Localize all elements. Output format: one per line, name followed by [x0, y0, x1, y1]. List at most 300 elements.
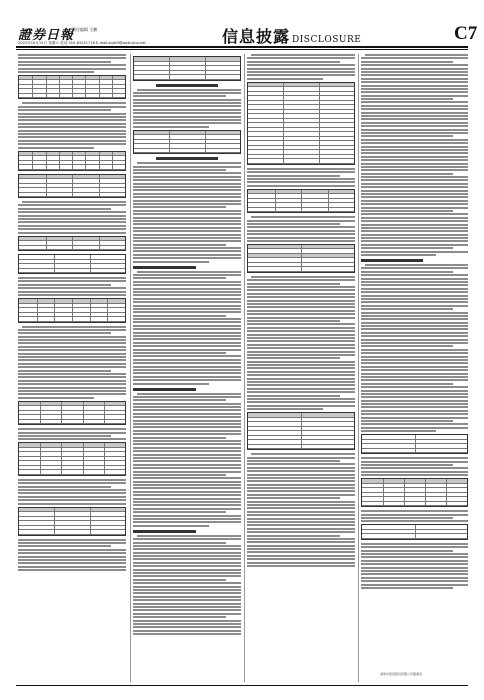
section-title-cn: 信息披露 [222, 27, 291, 46]
text-line [18, 54, 126, 56]
data-table [18, 442, 126, 476]
column-divider [358, 54, 359, 682]
table-column-rule [90, 299, 91, 322]
section-heading-bar [156, 84, 219, 87]
text-line [133, 342, 241, 344]
text-line [361, 315, 468, 317]
text-line [247, 374, 355, 376]
text-line [247, 289, 355, 291]
text-line [133, 562, 241, 564]
data-table [18, 75, 126, 100]
text-line [247, 168, 355, 170]
text-line [361, 288, 468, 290]
text-line [133, 92, 241, 94]
text-line [18, 133, 126, 135]
text-line [247, 463, 355, 465]
text-line [361, 410, 468, 412]
text-line [18, 106, 126, 108]
text-line [133, 383, 209, 385]
text-line [18, 68, 126, 70]
data-table [18, 236, 126, 252]
text-line [133, 311, 241, 313]
table-column-rule [112, 76, 113, 99]
text-line [133, 213, 241, 215]
text-line [18, 376, 126, 378]
text-line [133, 592, 241, 594]
data-table [18, 401, 126, 426]
text-line [133, 193, 241, 195]
text-line [133, 620, 241, 622]
text-line [133, 308, 241, 310]
text-line [133, 328, 241, 330]
masthead [16, 24, 476, 48]
text-line [361, 400, 468, 402]
text-line [247, 283, 340, 285]
text-line [361, 207, 468, 209]
text-line [361, 267, 468, 269]
text-line [361, 135, 453, 137]
text-line [137, 393, 241, 395]
text-line [361, 271, 453, 273]
text-line [18, 287, 126, 289]
text-line [361, 356, 468, 358]
text-line [18, 71, 94, 73]
column-3 [247, 54, 355, 682]
text-line [247, 494, 355, 496]
text-line [361, 74, 468, 76]
table-row [362, 502, 467, 507]
text-line [133, 200, 241, 202]
text-line [361, 335, 468, 337]
text-line [133, 515, 241, 517]
table-row [19, 470, 125, 475]
text-line [137, 89, 241, 91]
text-line [247, 340, 355, 342]
text-line [133, 396, 241, 398]
table-column-rule [72, 152, 73, 170]
text-line [361, 291, 468, 293]
text-line [133, 508, 241, 510]
table-column-rule [32, 152, 33, 170]
text-line [133, 250, 241, 252]
text-line [361, 156, 468, 158]
text-line [18, 370, 111, 372]
text-line [133, 318, 241, 320]
table-column-rule [85, 76, 86, 99]
text-line [361, 210, 453, 212]
table-column-rule [415, 525, 416, 539]
text-line [18, 109, 111, 111]
text-line [18, 211, 126, 213]
text-line [247, 300, 355, 302]
text-line [247, 541, 355, 543]
text-line [133, 274, 241, 276]
text-line [133, 359, 241, 361]
text-line [133, 521, 241, 523]
text-line [247, 320, 340, 322]
text-line [133, 474, 226, 476]
text-line [133, 355, 241, 357]
table-column-rule [205, 131, 206, 154]
text-line [137, 162, 241, 164]
table-column-rule [85, 152, 86, 170]
text-line [133, 166, 241, 168]
text-line [361, 200, 468, 202]
text-line [361, 325, 468, 327]
text-line [247, 279, 355, 281]
table-row [134, 75, 240, 80]
text-line [133, 501, 241, 503]
text-line [22, 326, 126, 328]
text-line [18, 336, 126, 338]
data-table [247, 189, 355, 214]
table-column-rule [59, 76, 60, 99]
text-line [133, 325, 241, 327]
text-line [18, 116, 126, 118]
text-line [361, 118, 468, 120]
text-line [361, 386, 468, 388]
text-line [133, 335, 241, 337]
text-line [247, 181, 355, 183]
text-line [361, 251, 468, 253]
text-line [247, 371, 355, 373]
text-line [18, 346, 126, 348]
text-line [247, 364, 355, 366]
text-line [365, 264, 468, 266]
text-line [365, 54, 468, 56]
text-line [247, 337, 355, 339]
text-line [361, 362, 468, 364]
section-heading-bar [133, 388, 196, 391]
text-line [361, 298, 468, 300]
text-line [133, 616, 226, 618]
text-line [247, 303, 355, 305]
text-line [18, 140, 126, 142]
text-line [361, 85, 468, 87]
text-line [18, 147, 94, 149]
table-column-rule [301, 190, 302, 213]
table-column-rule [104, 443, 105, 475]
text-line [361, 217, 468, 219]
text-line [361, 295, 468, 297]
text-line [361, 573, 468, 575]
text-line [361, 166, 468, 168]
text-line [133, 586, 241, 588]
text-line [361, 342, 468, 344]
text-line [361, 318, 468, 320]
text-line [133, 102, 241, 104]
text-line [361, 88, 468, 90]
text-line [18, 438, 126, 440]
table-column-rule [61, 443, 62, 475]
text-line [247, 306, 355, 308]
text-line [361, 125, 468, 127]
text-line [247, 490, 355, 492]
text-line [361, 379, 468, 381]
table-column-rule [54, 299, 55, 322]
text-line [247, 480, 355, 482]
text-line [247, 317, 355, 319]
text-line [361, 301, 468, 303]
text-line [247, 226, 355, 228]
text-line [247, 61, 340, 63]
text-line [133, 538, 241, 540]
text-line [133, 169, 226, 171]
column-divider [130, 54, 131, 682]
data-table [18, 174, 126, 199]
text-line [133, 196, 241, 198]
text-line [247, 313, 355, 315]
text-line [133, 491, 241, 493]
text-line [247, 398, 355, 400]
text-line [361, 142, 468, 144]
text-line [247, 562, 355, 564]
text-line [361, 553, 468, 555]
text-line [251, 54, 355, 56]
text-line [247, 470, 355, 472]
text-line [247, 237, 355, 239]
text-line [133, 369, 241, 371]
text-line [133, 126, 209, 128]
text-line [18, 390, 126, 392]
text-line [18, 428, 126, 430]
text-line [133, 555, 241, 557]
table-column-rule [72, 299, 73, 322]
text-line [247, 347, 355, 349]
text-line [133, 558, 241, 560]
text-line [18, 556, 126, 558]
text-line [247, 357, 340, 359]
text-line [361, 430, 436, 432]
text-line [18, 57, 126, 59]
text-line [361, 587, 453, 589]
column-divider [244, 54, 245, 682]
text-line [361, 112, 468, 114]
text-line [18, 280, 126, 282]
text-line [18, 393, 126, 395]
text-line [361, 234, 468, 236]
text-line [133, 565, 241, 567]
text-line [18, 366, 126, 368]
table-column-rule [301, 245, 302, 272]
text-line [133, 362, 241, 364]
text-line [361, 179, 468, 181]
data-table [361, 434, 468, 454]
text-line [18, 542, 126, 544]
text-line [247, 361, 355, 363]
text-line [361, 159, 468, 161]
column-2 [133, 54, 241, 682]
text-line [361, 230, 468, 232]
text-line [361, 359, 468, 361]
text-line [18, 373, 126, 375]
text-line [361, 81, 468, 83]
text-line [361, 129, 468, 131]
text-line [133, 579, 226, 581]
text-line [133, 450, 241, 452]
table-column-rule [446, 479, 447, 506]
table-column-rule [99, 76, 100, 99]
text-line [361, 61, 453, 63]
text-line [18, 204, 126, 206]
text-line [361, 57, 468, 59]
text-line [133, 423, 241, 425]
text-line [247, 477, 355, 479]
text-line [18, 123, 126, 125]
text-line [133, 477, 241, 479]
text-line [133, 244, 226, 246]
table-column-rule [319, 83, 320, 164]
text-line [251, 453, 355, 455]
text-line [247, 233, 355, 235]
text-line [18, 277, 126, 279]
page-number: C7 [454, 23, 478, 44]
text-line [361, 517, 453, 519]
text-line [361, 417, 468, 419]
text-line [133, 237, 241, 239]
text-line [247, 323, 355, 325]
text-line [133, 105, 241, 107]
text-line [361, 543, 468, 545]
text-line [18, 228, 126, 230]
text-line [361, 556, 468, 558]
text-line [247, 327, 355, 329]
text-line [361, 457, 468, 459]
text-line [18, 503, 126, 505]
text-line [361, 274, 468, 276]
text-line [247, 310, 355, 312]
text-line [247, 286, 355, 288]
text-line [133, 467, 241, 469]
text-line [361, 467, 468, 469]
text-line [247, 381, 355, 383]
text-line [247, 78, 323, 80]
text-line [247, 528, 355, 530]
table-row [19, 420, 125, 425]
text-line [133, 569, 241, 571]
text-line [247, 344, 355, 346]
text-line [361, 366, 468, 368]
text-line [133, 230, 241, 232]
text-line [133, 288, 241, 290]
text-line [133, 406, 241, 408]
section-heading-bar [133, 530, 196, 533]
text-line [133, 206, 226, 208]
text-line [18, 486, 111, 488]
text-line [247, 293, 355, 295]
text-line [133, 548, 241, 550]
text-line [133, 352, 226, 354]
text-line [133, 257, 241, 259]
text-line [133, 112, 241, 114]
text-line [247, 178, 355, 180]
text-line [361, 196, 468, 198]
text-line [18, 499, 126, 501]
table-column-rule [83, 402, 84, 425]
text-line [133, 321, 241, 323]
editor-label: 责任编辑 [72, 27, 88, 32]
text-line [361, 115, 468, 117]
text-line [133, 254, 241, 256]
text-line [133, 511, 226, 513]
text-line [18, 353, 126, 355]
date-line: 2022年10月15日 星期六 电话 010-83251716 E-mail:zqrb9@zqrb.sina.net [18, 41, 146, 45]
text-line [18, 61, 111, 63]
header-rule-thick [16, 46, 468, 48]
text-line [247, 71, 355, 73]
text-line [133, 609, 241, 611]
text-line [247, 57, 355, 59]
table-column-rule [104, 402, 105, 425]
data-table [18, 298, 126, 323]
text-line [361, 373, 468, 375]
text-line [247, 230, 355, 232]
text-line [247, 538, 355, 540]
data-table [133, 56, 241, 81]
text-line [18, 291, 126, 293]
text-line [361, 328, 468, 330]
text-line [361, 352, 468, 354]
table-column-rule [112, 152, 113, 170]
text-line [361, 546, 468, 548]
text-line [133, 291, 241, 293]
text-line [133, 247, 241, 249]
text-line [247, 220, 355, 222]
text-line [361, 567, 468, 569]
text-line [361, 71, 468, 73]
section-title-en: DISCLOSURE [292, 35, 362, 45]
text-line [361, 64, 468, 66]
text-line [133, 447, 241, 449]
table-column-rule [99, 175, 100, 198]
text-line [18, 232, 126, 234]
header-rule-thin [16, 49, 468, 50]
text-line [361, 176, 468, 178]
table-column-rule [59, 152, 60, 170]
text-line [18, 479, 126, 481]
text-line [133, 484, 241, 486]
text-line [247, 334, 355, 336]
text-line [247, 514, 355, 516]
text-line [133, 223, 241, 225]
table-row [134, 149, 240, 154]
text-line [133, 203, 241, 205]
text-line [18, 332, 111, 334]
text-line [361, 383, 453, 385]
text-line [247, 378, 355, 380]
text-line [133, 426, 241, 428]
text-line [133, 294, 241, 296]
text-line [251, 276, 355, 278]
text-line [18, 113, 126, 115]
table-column-rule [383, 479, 384, 506]
text-line [133, 471, 241, 473]
table-column-rule [169, 57, 170, 80]
section-heading-bar [156, 157, 219, 160]
text-line [133, 95, 226, 97]
text-line [247, 296, 355, 298]
text-line [251, 216, 355, 218]
text-line [361, 420, 453, 422]
table-column-rule [425, 479, 426, 506]
text-line [361, 560, 468, 562]
text-line [18, 136, 126, 138]
text-line [247, 354, 355, 356]
text-line [133, 217, 241, 219]
text-line [361, 390, 468, 392]
text-line [361, 108, 468, 110]
text-line [247, 507, 355, 509]
